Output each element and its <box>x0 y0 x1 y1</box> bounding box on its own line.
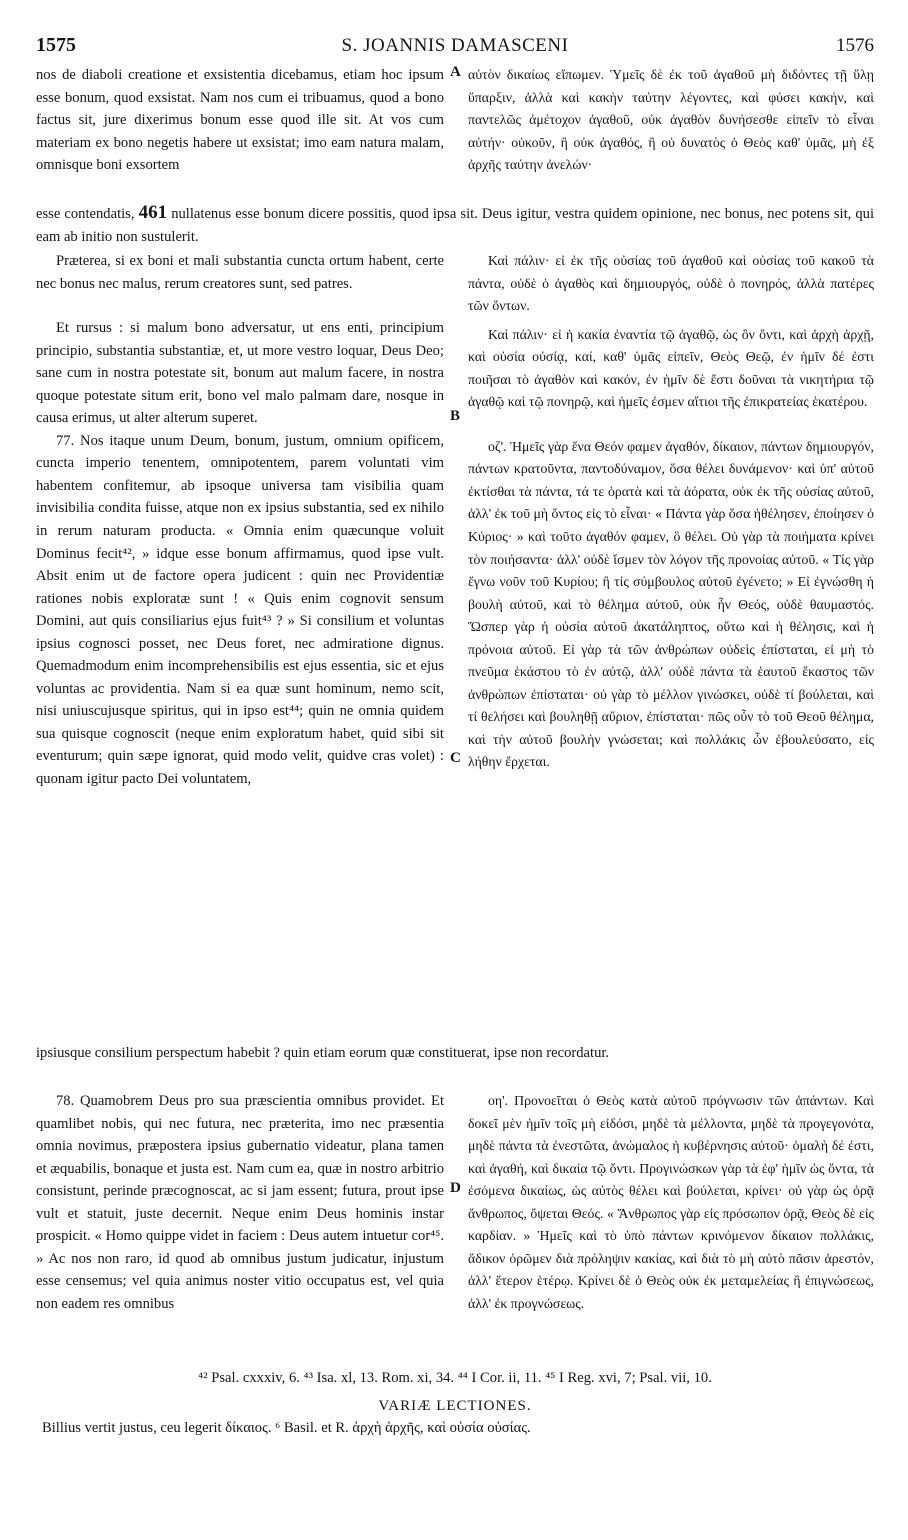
margin-letter-a: A <box>450 64 461 80</box>
page-number-right: 1576 <box>836 35 874 56</box>
page-header <box>36 34 874 60</box>
greek-column-block-2 <box>468 250 874 1040</box>
latin-paragraph: 78. Quamobrem Deus pro sua præscientia omnibus providet. Et quamlibet nobis, qui nec futura, nec præterita, imo nec præsentia omnia novimus, præpostera ipsius gubernatio videatur, plana tamen et æquabilis, bonaque et justa est. Nam cum ea, quæ in nostro arbitrio consistunt, perinde præcognoscat, ac si jam essent; futura, prout ipse vult et statuit, juste decernit. Neque enim Deus hominis instar prospicit. « Homo quippe videt in faciem : Deus autem intuetur cor⁴⁵. » Ac nos non raro, id quod ab omnibus justum judicatur, injustum esse censemus; vel quia animus noster vitio occupatus est, vel quia non eadem res omnibus <box>36 1093 444 1312</box>
greek-paragraph: οζ'. Ἡμεῖς γὰρ ἕνα Θεόν φαμεν ἀγαθόν, δίκαιον, πάντων δημιουργόν, πάντων κρατοῦντα, παντοδύναμον, ὅσα θέλει δυνάμενον· καὶ ὑπ' αὐτοῦ ἐκτίσθαι τὰ πάντα, τά τε ὁρατὰ καὶ τὰ ἀόρατα, οὐκ ἐκ τῆς οὐσίας αὐτοῦ, ἀλλ' ἐκ τοῦ μὴ ὄντος εἰς τὸ εἶναι· « Πάντα γὰρ ὅσα ἠθέλησεν, ἐποίησεν ὁ Κύριος· » καὶ τοῦτο ἀγαθόν φαμεν, ὃ θέλει. Οὐ γὰρ τὰ ποιήματα κρίνει τὸν ποιήσαντα· ἀλλ' οὐδὲ ἴσμεν τὸν λόγον τῆς προνοίας αὐτοῦ. « Τίς γὰρ ἔγνω νοῦν τοῦ Κυρίου; ἢ τίς σύμβουλος αὐτοῦ ἐγένετο; » Εἰ ἐγνώσθη ἡ βουλὴ αὐτοῦ, καὶ τὸ θέλημα αὐτοῦ, οὐκ ἦν Θεός, οὐδὲ θαυμαστός. Ὥσπερ γὰρ ἡ οὐσία αὐτοῦ ἀκατάληπτος, οὕτω καὶ ἡ θέλησις, καὶ ἡ πρόνοια αὐτοῦ. Εἰ γὰρ τὰ τῶν ἀνθρώπων οὐδεὶς ἐπίσταται, εἰ μὴ τὸ πνεῦμα ἑκάστου τὸ ἐν αὐτῷ, ἀλλ' οὐδὲ πάντα τὰ ἑαυτοῦ ἕκαστος τῶν ἀνθρώπων ἐπίσταται· οὐ γὰρ τὸ μέλλον γινώσκει, οὐδὲ τί βούλεται, καὶ τί θελήσει καὶ βουληθῇ αὔριον, ἐπίσταται· πῶς οὖν τὸ τοῦ Θεοῦ θέλημα, καὶ τὴν αὐτοῦ βουλὴν γνώσεται; καὶ πολλάκις ὧν ἐβουλεύσατο, εἰς λήθην ἔρχεται. <box>468 438 874 770</box>
greek-paragraph: Καὶ πάλιν· εἰ ἐκ τῆς οὐσίας τοῦ ἀγαθοῦ καὶ οὐσίας τοῦ κακοῦ τὰ πάντα, οὐδὲ ὁ ἀγαθὸς καὶ δημιουργός, οὐδὲ ὁ πονηρός, ἀλλὰ πατέρες τῶν ὄντων. <box>468 253 874 314</box>
footnotes <box>36 1370 874 1442</box>
greek-paragraph: Καὶ πάλιν· εἰ ἡ κακία ἐναντία τῷ ἀγαθῷ, ὡς ὂν ὄντι, καὶ ἀρχὴ ἀρχῇ, καὶ οὐσία οὐσίᾳ, καί, καθ' ὑμᾶς εἰπεῖν, Θεὸς Θεῷ, ἐν ἡμῖν δέ ἐστι ποιῆσαι τὸ ἀγαθὸν καὶ κακόν, ἐν ἡμῖν δὲ ἔστι δοῦναι τὰ νικητήρια τῷ ἀγαθῷ καὶ τῷ πονηρῷ, καὶ ἡμεῖς ἐσμεν αἴτιοι τῆς ἐπικρατείας ἑκατέρου. <box>468 326 874 410</box>
greek-paragraph: αὐτὸν δικαίως εἴπωμεν. Ὑμεῖς δὲ ἐκ τοῦ ἀγαθοῦ μὴ διδόντες τῇ ὕλῃ ὕπαρξιν, ἀλλὰ καὶ κακὴν ταύτην λέγοντες, καὶ φύσει κακήν, καὶ παντελῶς ἀμέτοχον ἀγαθοῦ, οὐκ ἀγαθὸν δυνήσεσθε εἰπεῖν τὸ εἶναι αὐτήν· οὐκοῦν, ἢ οὐκ ἀγαθός, ἢ οὐ δυνατὸς ὁ Θεὸς καθ' ὑμᾶς, μὴ ἐξ ἀρχῆς ταύτην ἀνελών· <box>468 67 874 173</box>
variae-lectiones-title: VARIÆ LECTIONES. <box>378 1398 532 1414</box>
variae-lectiones-text: Billius vertit justus, ceu legerit δίκαιος. ⁶ Basil. et R. ἀρχὴ ἀρχῆς, καὶ οὐσία οὐσίας. <box>42 1420 531 1436</box>
column-number-marker: 461 <box>138 202 168 223</box>
running-title: S. JOANNIS DAMASCENI <box>341 35 569 56</box>
full-text: ipsiusque consilium perspectum habebit ? quin etiam eorum quæ constituerat, ipse non recordatur. <box>36 1045 610 1061</box>
scripture-references: ⁴² Psal. cxxxiv, 6. ⁴³ Isa. xl, 13. Rom. xi, 34. ⁴⁴ I Cor. ii, 11. ⁴⁵ I Reg. xvi, 7; Psal. vii, 10. <box>198 1370 712 1386</box>
full-text-after: nullatenus esse bonum dicere possitis, quod ipsa sit. Deus igitur, vestra quidem opinione, nec bonus, nec potens sit, qui eam ab initio non sustulerit. <box>36 206 874 245</box>
full-width-passage-1 <box>36 202 874 248</box>
full-text-before: esse contendatis, <box>36 206 135 222</box>
greek-column-block-3 <box>468 1090 874 1362</box>
greek-column-block-1 <box>468 64 874 201</box>
latin-paragraph: Præterea, si ex boni et mali substantia cuncta ortum habent, certe nec bonus nec malus, rerum creatores sunt, sed patres. <box>36 253 444 292</box>
latin-paragraph: nos de diaboli creatione et exsistentia dicebamus, etiam hoc ipsum esse bonum, quod exsistat. Nam nos cum ei tribuamus, quod a bono factus sit, jure dixerimus bonum esse quod ille sit. At vos cum materiam ex bono negetis habere ut exsistat; imo eam natura malam, omnisque boni exsortem <box>36 67 444 174</box>
greek-paragraph: οη'. Προνοεῖται ὁ Θεὸς κατὰ αὐτοῦ πρόγνωσιν τῶν ἁπάντων. Καὶ δοκεῖ μὲν ἡμῖν τοῖς μὴ εἰδόσι, μηδὲ τὰ μέλλοντα, μηδὲ τὰ προγεγονότα, μηδὲ πάντα τὰ ἐνεστῶτα, ἀνώμαλος ἡ κυβέρνησις αὐτοῦ· ὁμαλὴ δέ ἐστι, καὶ ἀγαθή, καὶ δικαία τῷ ὄντι. Προγινώσκων γὰρ τὰ ἐφ' ἡμῖν ὡς ὄντα, τὰ ἐσόμενα δικαίως, ὡς αὐτὸς θέλει καὶ βούλεται, κρίνει· οὐ γὰρ ὡς ὁρᾷ ἄνθρωπος, ὄψεται Θεός. « Ἄνθρωπος γὰρ εἰς πρόσωπον ὁρᾷ, Θεὸς δὲ εἰς καρδίαν. » Ἡμεῖς καὶ τὸ ὑπὸ πάντων κρινόμενον δίκαιον πολλάκις, ἄδικον ὁρῶμεν διὰ πρόληψιν κακίας, καὶ διὰ τὸ μὴ αὐτὸ πᾶσιν ἀρεστόν, ἀλλ' ἕτερον ἑτέρῳ. Κρίνει δὲ ὁ Θεὸς οὐκ ἐκ μεταμελείας ἢ ἐπιγνώσεως, ἀλλ' ἐκ προγνώσεως. <box>468 1093 874 1311</box>
page-number-left: 1575 <box>36 34 76 56</box>
margin-letter-b: B <box>450 408 461 424</box>
full-width-passage-2 <box>36 1042 874 1088</box>
latin-paragraph: 77. Nos itaque unum Deum, bonum, justum, omnium opificem, cuncta imperio tenentem, omnipotentem, parem voluntati vim habentem confitemur, ab ipsoque universa tam visibilia quam invisibilia condita fuisse, atque non ex ipsius substantia, sed ex nihilo in rerum naturam producta. « Omnia enim quæcunque voluit Dominus fecit⁴², » idque esse bonum affirmamus, quod ipse vult. Absit enim ut de factore opera judicent : quin nec Providentiæ rationes nobis exploratæ sunt ! « Quis enim cognovit sensum Domini, aut quis consiliarius ejus fuit⁴³ ? » Si consilium et voluntas ipsius cognosci posset, nec Deus foret, nec admiratione dignus. Quemadmodum enim incomprehensibilis est ejus essentia, sic et ejus voluntas ac providentia. Nam si ea quæ sunt hominum, nemo scit, nisi uniuscujusque spiritus, qui in ipso est⁴⁴; quin ne omnia quidem sua quisque cognoscit (neque enim exploratum habet, quid sibi sit eventurum; quin sæpe ignorat, quid modo velit, quidve cras volet) : quonam igitur pacto Dei voluntatem, <box>36 432 444 788</box>
latin-column-block-1 <box>36 64 444 201</box>
latin-paragraph: Et rursus : si malum bono adversatur, ut ens enti, principium principio, substantia substantiæ, et, ut more vestro loquar, Deus Deo; sane cum in nostra potestate sit, bonum aut malum facere, in nostra quoque potestate situm erit, bono vel malo palmam dare, nosque in causa erimus, ut alter alterum superet. <box>36 320 444 427</box>
latin-column-block-2 <box>36 250 444 1040</box>
latin-column-block-3 <box>36 1090 444 1362</box>
margin-letter-d: D <box>450 1180 461 1196</box>
margin-letter-c: C <box>450 750 461 766</box>
